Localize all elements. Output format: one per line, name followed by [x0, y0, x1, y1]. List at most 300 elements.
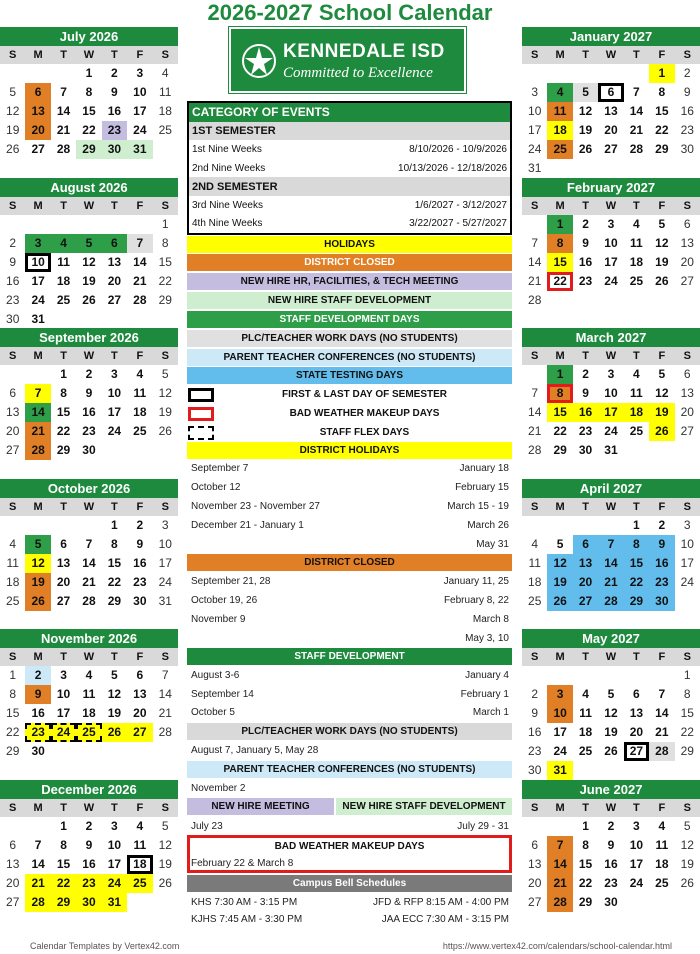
day-cell: 1 [60, 367, 67, 381]
weekday-label: T [60, 49, 67, 61]
weekday-label: S [9, 651, 17, 663]
week-row [522, 817, 700, 836]
day-cell: 9 [582, 235, 589, 250]
bad-weather-dates: February 22 & March 8 [191, 858, 294, 869]
nine-weeks-row: 1st Nine Weeks 8/10/2026 - 10/9/2026 [192, 143, 507, 155]
footer-credit: Calendar Templates by Vertex42.com [30, 941, 180, 951]
day-cell: 24 [528, 142, 542, 156]
day-cell: 8 [161, 235, 169, 250]
weekday-label: W [83, 651, 95, 663]
week-row [522, 384, 700, 403]
empty-cell [522, 666, 547, 685]
empty-cell [0, 64, 25, 83]
day-cell: 4 [633, 216, 640, 231]
day-cell: 26 [578, 142, 593, 156]
district-closed-header: DISTRICT CLOSED [187, 554, 512, 571]
day-cell: 24 [604, 424, 618, 438]
day-cell: 29 [624, 592, 649, 611]
day-cell: 7 [658, 687, 666, 701]
day-cell: 29 [56, 443, 71, 457]
day-cell: 20 [6, 875, 20, 890]
day-cell: 15 [6, 706, 20, 720]
empty-cell [153, 893, 178, 912]
semester-2-header: 2ND SEMESTER [189, 177, 510, 196]
day-cell: 12 [6, 104, 20, 118]
day-cell: 31 [158, 593, 172, 608]
day-cell: 2 [85, 367, 93, 381]
weekday-label: M [33, 199, 43, 212]
week-row [0, 215, 178, 234]
day-cell: 5 [658, 216, 666, 231]
month-title: October 2026 [0, 479, 178, 498]
day-cell: 28 [528, 292, 542, 307]
date-entry: February 15 [455, 482, 509, 493]
day-cell: 26 [680, 875, 694, 890]
day-cell: 8 [85, 85, 93, 99]
day-cell: 3 [683, 517, 691, 532]
empty-cell [76, 742, 101, 761]
week-row [0, 365, 178, 384]
week-row [0, 121, 178, 140]
week-row [0, 291, 178, 310]
day-cell: 29 [578, 894, 593, 909]
day-cell: 8 [624, 535, 649, 554]
day-cell: 5 [25, 535, 50, 554]
day-cell: 1 [582, 818, 589, 833]
day-cell: 19 [6, 123, 20, 137]
day-cell: 7 [633, 85, 640, 99]
month-title: May 2027 [522, 629, 700, 648]
legend-ptc: PARENT TEACHER CONFERENCES (NO STUDENTS) [187, 349, 512, 366]
day-cell: 22 [6, 725, 20, 739]
weekday-header [522, 498, 700, 516]
week-row [0, 685, 178, 704]
month-calendar [522, 780, 700, 931]
day-cell: 6 [25, 83, 50, 102]
day-cell: 6 [136, 668, 144, 682]
day-cell: 6 [102, 234, 127, 253]
empty-cell [76, 516, 101, 535]
day-cell: 18 [578, 725, 593, 739]
day-cell: 1 [60, 818, 67, 833]
day-cell: 5 [573, 83, 598, 102]
nine-weeks-row: 3rd Nine Weeks 1/6/2027 - 3/12/2027 [192, 199, 507, 211]
day-cell: 17 [598, 403, 623, 422]
day-cell: 27 [680, 424, 694, 438]
day-cell: 23 [604, 875, 618, 890]
kennedale-star-logo-icon [241, 43, 277, 79]
day-cell: 4 [136, 367, 144, 381]
day-cell: 14 [528, 405, 542, 419]
empty-cell [0, 365, 25, 384]
day-cell: 10 [56, 687, 71, 701]
day-cell: 12 [655, 386, 669, 400]
day-cell: 2 [9, 235, 17, 250]
day-cell: 16 [107, 104, 122, 118]
month-title: July 2026 [0, 27, 178, 46]
weekday-label: T [111, 350, 118, 362]
day-cell: 28 [629, 142, 644, 156]
day-cell: 5 [111, 668, 118, 682]
day-cell: 4 [161, 66, 169, 80]
day-cell: 27 [604, 142, 618, 156]
weekday-label: T [60, 651, 67, 663]
day-cell: 10 [604, 386, 618, 400]
legend-new-hire-staff-dev: NEW HIRE STAFF DEVELOPMENT [187, 292, 512, 309]
weekday-label: W [83, 199, 95, 212]
day-cell: 13 [107, 254, 122, 269]
month-calendar [522, 27, 700, 178]
day-cell: 22 [680, 725, 694, 739]
week-row [0, 535, 178, 554]
empty-cell [675, 761, 700, 780]
weekday-label: M [33, 500, 43, 513]
day-cell: 10 [133, 85, 147, 99]
day-cell: 19 [655, 254, 669, 269]
empty-cell [102, 310, 127, 329]
day-cell: 21 [528, 273, 542, 288]
weekday-label: S [531, 350, 539, 362]
empty-cell [547, 64, 572, 83]
day-cell: 16 [680, 104, 694, 118]
weekday-label: T [633, 500, 640, 513]
weekday-label: S [9, 49, 17, 61]
weekday-label: S [531, 199, 539, 212]
day-cell: 28 [56, 142, 71, 156]
day-cell: 13 [680, 386, 694, 400]
day-cell: 3 [607, 367, 615, 381]
day-cell: 24 [680, 574, 694, 589]
empty-cell [624, 291, 649, 310]
day-cell: 2 [136, 517, 144, 532]
empty-cell [649, 893, 674, 912]
day-cell: 18 [127, 855, 152, 874]
day-cell: 6 [573, 535, 598, 554]
day-cell: 17 [680, 555, 694, 570]
date-entry: January 18 [459, 463, 509, 474]
day-cell: 20 [528, 875, 542, 890]
empty-cell [573, 64, 598, 83]
day-cell: 7 [531, 235, 539, 250]
date-entry: October 19, 26 [191, 595, 258, 606]
empty-cell [547, 291, 572, 310]
day-cell: 9 [85, 837, 93, 852]
weekday-header [0, 648, 178, 666]
day-cell: 20 [680, 405, 694, 419]
day-cell: 27 [56, 593, 71, 608]
day-cell: 16 [578, 254, 593, 269]
week-row [522, 121, 700, 140]
month-calendar [522, 178, 700, 329]
weekday-label: M [555, 651, 565, 663]
day-cell: 24 [31, 292, 45, 307]
day-cell: 14 [158, 687, 172, 701]
day-cell: 19 [680, 856, 694, 871]
day-cell: 4 [531, 536, 539, 551]
day-cell: 1 [161, 216, 169, 231]
day-cell: 15 [547, 253, 572, 272]
day-cell: 14 [25, 403, 50, 422]
weekday-label: T [111, 500, 118, 513]
week-row [0, 516, 178, 535]
day-cell: 23 [82, 424, 96, 438]
day-cell: 1 [633, 517, 640, 532]
weekday-label: W [605, 651, 617, 663]
week-row [522, 140, 700, 159]
day-cell: 1 [85, 66, 93, 80]
day-cell: 27 [680, 273, 694, 288]
day-cell: 11 [528, 555, 541, 570]
week-row [0, 592, 178, 611]
day-cell: 7 [127, 234, 152, 253]
weekday-label: T [633, 350, 640, 362]
weekday-label: S [161, 651, 169, 663]
day-cell: 20 [6, 424, 20, 438]
day-cell: 11 [159, 85, 172, 99]
date-entry: September 14 [191, 688, 254, 700]
empty-cell [76, 310, 101, 329]
legend-staff-dev-days: STAFF DEVELOPMENT DAYS [187, 311, 512, 328]
day-cell: 22 [624, 573, 649, 592]
day-cell: 17 [553, 725, 567, 739]
empty-cell [51, 215, 76, 234]
month-calendar [0, 178, 178, 329]
day-cell: 28 [25, 893, 50, 912]
day-cell: 27 [6, 443, 20, 457]
week-row [522, 761, 700, 780]
empty-cell [127, 441, 152, 460]
weekday-label: S [9, 500, 17, 513]
day-cell: 17 [133, 104, 147, 118]
day-cell: 25 [629, 273, 644, 288]
date-entry: May 31 [476, 539, 509, 550]
weekday-label: T [111, 199, 118, 212]
day-cell: 12 [655, 235, 669, 250]
day-cell: 7 [34, 837, 42, 852]
day-cell: 27 [573, 592, 598, 611]
day-cell: 5 [683, 818, 691, 833]
weekday-label: F [136, 500, 144, 513]
date-entry: January 11, 25 [443, 576, 509, 587]
weekday-label: F [136, 350, 144, 362]
weekday-label: T [633, 49, 640, 61]
weekday-header [522, 648, 700, 666]
weekday-header [0, 197, 178, 215]
week-row [522, 742, 700, 761]
day-cell: 20 [629, 725, 644, 739]
day-cell: 29 [6, 744, 20, 758]
month-title: April 2027 [522, 479, 700, 498]
day-cell: 16 [82, 405, 96, 419]
day-cell: 10 [528, 104, 542, 118]
day-cell: 31 [528, 161, 542, 175]
week-row [522, 291, 700, 310]
day-cell: 3 [111, 367, 118, 381]
day-cell: 27 [107, 292, 122, 307]
week-row [522, 666, 700, 685]
day-cell: 10 [158, 536, 172, 551]
day-cell: 14 [547, 855, 572, 874]
week-row [0, 384, 178, 403]
week-row [0, 83, 178, 102]
staff-development-header: STAFF DEVELOPMENT [187, 648, 512, 665]
day-cell: 2 [582, 367, 589, 381]
day-cell: 30 [680, 142, 694, 156]
day-cell: 29 [51, 893, 76, 912]
right-calendar-column [522, 27, 700, 930]
new-hire-meeting-header: NEW HIRE MEETING [187, 798, 334, 815]
weekday-label: T [60, 199, 67, 212]
ptc-dates: November 2 [191, 783, 246, 794]
page-title: 2026-2027 School Calendar [207, 0, 493, 25]
week-row [522, 704, 700, 723]
weekday-label: F [658, 49, 666, 61]
month-calendar [0, 780, 178, 931]
empty-cell [624, 441, 649, 460]
weekday-label: S [531, 500, 539, 513]
empty-cell [675, 592, 700, 611]
day-cell: 8 [60, 386, 67, 400]
weekday-label: F [136, 801, 144, 814]
day-cell: 21 [133, 273, 147, 288]
day-cell: 29 [76, 140, 101, 159]
day-cell: 9 [607, 837, 615, 852]
weekday-label: F [658, 199, 666, 212]
weekday-label: W [83, 801, 95, 814]
month-title: December 2026 [0, 780, 178, 799]
week-row [0, 742, 178, 761]
weekday-label: M [555, 49, 565, 61]
date-entry: October 12 [191, 482, 241, 493]
empty-cell [649, 159, 674, 178]
bell-jfd: JFD & RFP 8:15 AM - 4:00 PM [373, 897, 509, 908]
day-cell: 17 [158, 555, 172, 570]
date-entry: September 7 [191, 463, 249, 474]
legend-plc-days: PLC/TEACHER WORK DAYS (NO STUDENTS) [187, 330, 512, 347]
day-cell: 16 [604, 856, 618, 871]
day-cell: 12 [578, 104, 593, 118]
day-cell: 16 [31, 706, 45, 720]
day-cell: 13 [56, 555, 71, 570]
weekday-label: W [83, 500, 95, 513]
day-cell: 8 [9, 687, 17, 701]
district-logo [229, 27, 466, 93]
empty-cell [649, 291, 674, 310]
week-row [0, 855, 178, 874]
day-cell: 25 [56, 292, 71, 307]
day-cell: 21 [158, 706, 172, 720]
empty-cell [25, 817, 50, 836]
day-cell: 19 [158, 405, 172, 419]
new-hire-dev-header: NEW HIRE STAFF DEVELOPMENT [336, 798, 512, 815]
empty-cell [51, 742, 76, 761]
weekday-label: F [136, 199, 144, 212]
day-cell: 14 [82, 555, 96, 570]
empty-cell [598, 516, 623, 535]
month-calendar [0, 27, 178, 178]
day-cell: 8 [683, 687, 691, 701]
day-cell: 21 [528, 424, 542, 438]
bad-weather-header: BAD WEATHER MAKEUP DAYS [274, 841, 425, 852]
day-cell: 29 [655, 142, 669, 156]
empty-cell [522, 365, 547, 384]
district-tagline: Committed to Excellence [283, 65, 433, 81]
legend-district-closed: DISTRICT CLOSED [187, 254, 512, 271]
day-cell: 8 [60, 837, 67, 852]
week-row [0, 403, 178, 422]
day-cell: 30 [578, 443, 593, 457]
day-cell: 26 [102, 723, 127, 742]
new-hire-dev-date: July 29 - 31 [457, 821, 509, 832]
day-cell: 25 [578, 744, 593, 758]
week-row [522, 64, 700, 83]
day-cell: 7 [531, 386, 539, 400]
empty-cell [649, 761, 674, 780]
day-cell: 12 [604, 706, 618, 720]
day-cell: 24 [133, 123, 147, 137]
week-row [0, 836, 178, 855]
empty-cell [51, 64, 76, 83]
day-cell: 21 [25, 422, 50, 441]
day-cell: 9 [649, 535, 674, 554]
day-cell: 29 [680, 744, 694, 758]
day-cell: 25 [547, 140, 572, 159]
empty-cell [51, 310, 76, 329]
day-cell: 20 [133, 706, 147, 720]
day-cell: 21 [598, 573, 623, 592]
day-cell: 28 [598, 592, 623, 611]
empty-cell [522, 817, 547, 836]
weekday-header [0, 498, 178, 516]
weekday-label: S [683, 801, 691, 814]
weekday-label: W [605, 49, 617, 61]
week-row [0, 310, 178, 329]
day-cell: 23 [102, 121, 127, 140]
empty-cell [522, 215, 547, 234]
day-cell: 16 [573, 403, 598, 422]
day-cell: 18 [6, 574, 20, 589]
weekday-label: F [136, 651, 144, 663]
day-cell: 31 [547, 761, 572, 780]
footer-url: https://www.vertex42.com/calendars/school-calendar.html [442, 941, 672, 951]
week-row [522, 272, 700, 291]
day-cell: 21 [56, 123, 71, 137]
month-calendar [522, 479, 700, 630]
empty-cell [522, 64, 547, 83]
day-cell: 5 [9, 85, 17, 99]
day-cell: 9 [111, 85, 118, 99]
empty-cell [51, 516, 76, 535]
plc-header: PLC/TEACHER WORK DAYS (NO STUDENTS) [187, 723, 512, 740]
day-cell: 21 [629, 123, 644, 137]
day-cell: 14 [528, 254, 542, 269]
legend-first-last-day: FIRST & LAST DAY OF SEMESTER [187, 386, 512, 403]
day-cell: 2 [582, 216, 589, 231]
day-cell: 8 [547, 234, 572, 253]
day-cell: 31 [102, 893, 127, 912]
week-row [0, 554, 178, 573]
day-cell: 3 [136, 66, 144, 80]
week-row [0, 817, 178, 836]
day-cell: 28 [547, 893, 572, 912]
month-title: September 2026 [0, 328, 178, 347]
day-cell: 20 [25, 121, 50, 140]
weekday-label: M [33, 350, 43, 362]
day-cell: 5 [161, 818, 169, 833]
day-cell: 11 [630, 386, 643, 400]
weekday-label: M [33, 49, 43, 61]
week-row [522, 836, 700, 855]
